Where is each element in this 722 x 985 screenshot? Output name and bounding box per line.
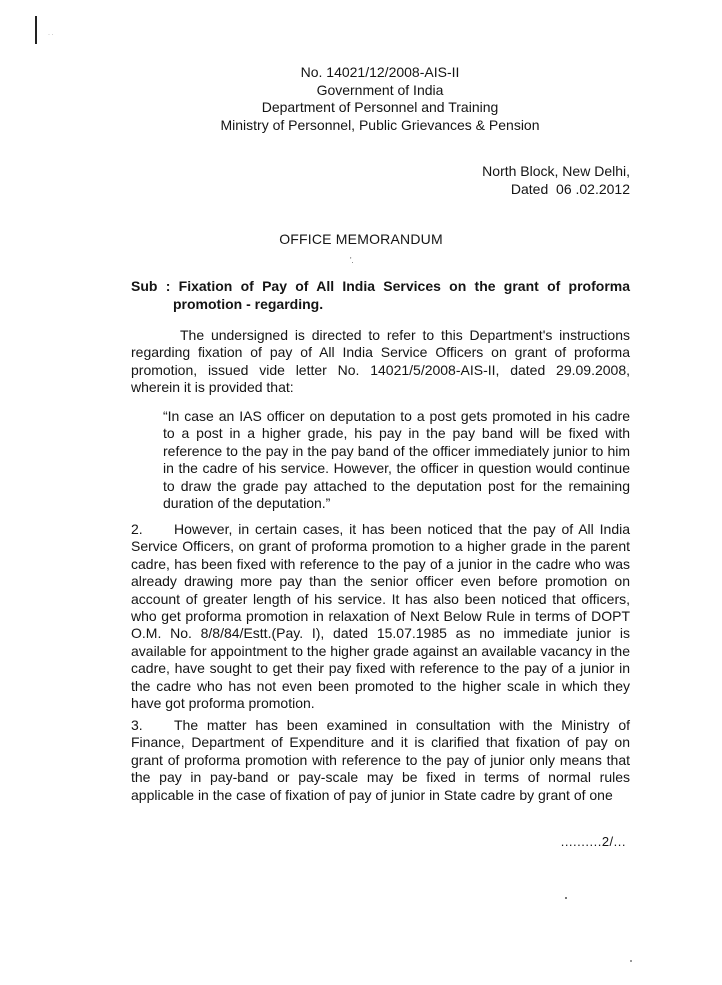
- address-block: [482, 163, 630, 198]
- file-number: No. 14021/12/2008-AIS-II: [300, 64, 460, 80]
- address-location: North Block, New Delhi,: [482, 163, 630, 179]
- department-line: Department of Personnel and Training: [261, 99, 499, 115]
- scan-speck: [630, 960, 632, 962]
- address-date: Dated 06 .02.2012: [510, 180, 630, 197]
- scan-tick-mark: '.: [350, 256, 354, 265]
- paragraph-3: [131, 717, 630, 804]
- letterhead: [160, 64, 600, 134]
- ministry-line: Ministry of Personnel, Public Grievances & Pension: [220, 116, 540, 133]
- paragraph-3-text: The matter has been examined in consultation with the Ministry of Finance, Department of Expenditure and it is clarified that fixation of pay on grant of proforma promotion with reference to the pay of junior only means that the pay in pay-band or pay-scale may be fixed in terms of normal rules applicable in the case of fixation of pay of junior in State cadre by grant of one: [131, 717, 630, 803]
- document-title: OFFICE MEMORANDUM: [279, 231, 443, 247]
- paragraph-intro: The undersigned is directed to refer to this Department's instructions regarding fixation of pay of All India Service Officers on grant of proforma promotion, issued vide letter No. 14021/5/2008-AIS-II, dated 29.09.2008, wherein it is provided that:: [131, 327, 630, 396]
- scan-speck: [565, 897, 567, 899]
- subject-block: [131, 278, 630, 313]
- page-continuation-marker: ..........2/...: [560, 834, 626, 849]
- paragraph-2-number: 2.: [131, 521, 143, 537]
- subject-line-1: [131, 278, 630, 296]
- government-line: Government of India: [316, 81, 444, 98]
- subject-line-2: promotion - regarding.: [173, 295, 324, 312]
- scan-margin-mark: [35, 16, 37, 44]
- paragraph-2: [131, 521, 630, 712]
- subject-text-line-1: Fixation of Pay of All India Services on the grant of proforma: [178, 278, 630, 294]
- scan-noise: · ·: [48, 32, 54, 38]
- paragraph-2-text: However, in certain cases, it has been noticed that the pay of All India Service Officers, on grant of proforma promotion to a higher grade in the parent cadre, has been fixed with reference to the pay of a junior in the cadre who was already drawing more pay than the senior officer even before promotion on account of greater length of his service. It has also been noticed that officers, who get proforma promotion in relaxation of Next Below Rule in terms of DOPT O.M. No. 8/8/84/Estt.(Pay. I), dated 15.07.1985 as no immediate junior is available for appointment to the higher grade against an available vacancy in the cadre, have sought to get their pay fixed with reference to the pay of a junior in the cadre who has not even been promoted to the higher scale in which they have got proforma promotion.: [131, 521, 630, 712]
- quoted-instruction: “In case an IAS officer on deputation to a post gets promoted in his cadre to a post in a higher grade, his pay in the pay band will be fixed with reference to the pay in the pay band of the officer immediately junior to him in the cadre of his service. However, the officer in question would continue to draw the grade pay attached to the deputation post for the remaining duration of the deputation.”: [163, 408, 630, 512]
- subject-label: Sub :: [131, 278, 171, 294]
- paragraph-3-number: 3.: [131, 717, 143, 733]
